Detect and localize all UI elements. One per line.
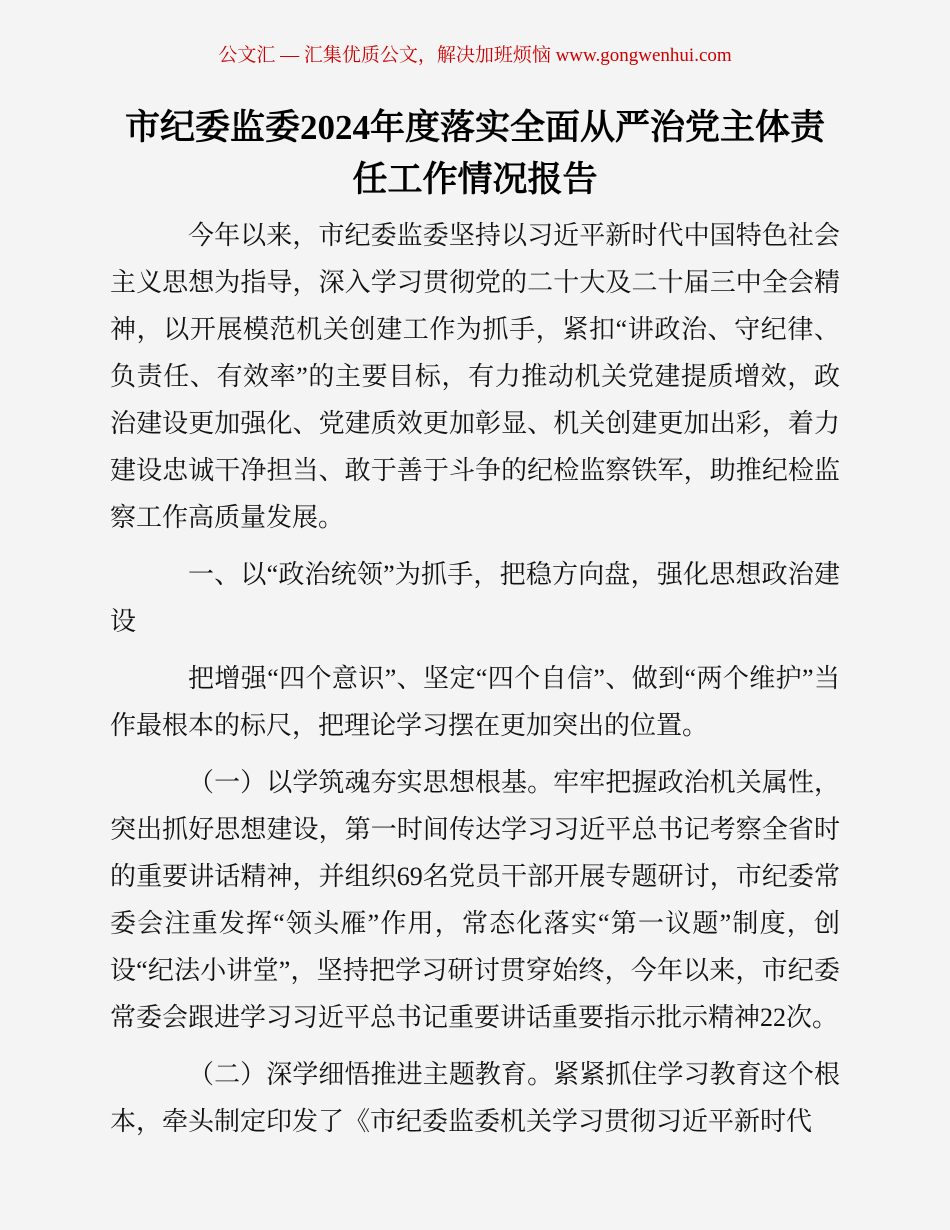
paragraph-section-1-item-2: （二）深学细悟推进主题教育。紧紧抓住学习教育这个根本，牵头制定印发了《市纪委监委机关学习贯彻习近平新时代	[110, 1060, 840, 1136]
paragraph-section-1-item-1: （一）以学筑魂夯实思想根基。牢牢把握政治机关属性，突出抓好思想建设，第一时间传达学习习近平总书记考察全省时的重要讲话精神，并组织69名党员干部开展专题研讨，市纪委常委会注重发挥“领头雁”作用，常态化落实“第一议题”制度，创设“纪法小讲堂”，坚持把学习研讨贯穿始终，今年以来，市纪委常委会跟进学习习近平总书记重要讲话重要指示批示精神22次。	[110, 768, 840, 1032]
paragraph-section-1-heading: 一、以“政治统领”为抓手，把稳方向盘，强化思想政治建设	[110, 560, 840, 636]
document-body	[110, 212, 840, 1145]
document-title: 市纪委监委2024年度落实全面从严治党主体责任工作情况报告	[124, 108, 825, 199]
promo-banner: 公文汇 — 汇集优质公文，解决加班烦恼 www.gongwenhui.com	[218, 45, 732, 66]
paragraph-intro: 今年以来，市纪委监委坚持以习近平新时代中国特色社会主义思想为指导，深入学习贯彻党的二十大及二十届三中全会精神，以开展模范机关创建工作为抓手，紧扣“讲政治、守纪律、负责任、有效率”的主要目标，有力推动机关党建提质增效，政治建设更加强化、党建质效更加彰显、机关创建更加出彩，着力建设忠诚干净担当、敢于善于斗争的纪检监察铁军，助推纪检监察工作高质量发展。	[110, 221, 840, 532]
paragraph-section-1-lead: 把增强“四个意识”、坚定“四个自信”、做到“两个维护”当作最根本的标尺，把理论学习摆在更加突出的位置。	[110, 664, 840, 740]
